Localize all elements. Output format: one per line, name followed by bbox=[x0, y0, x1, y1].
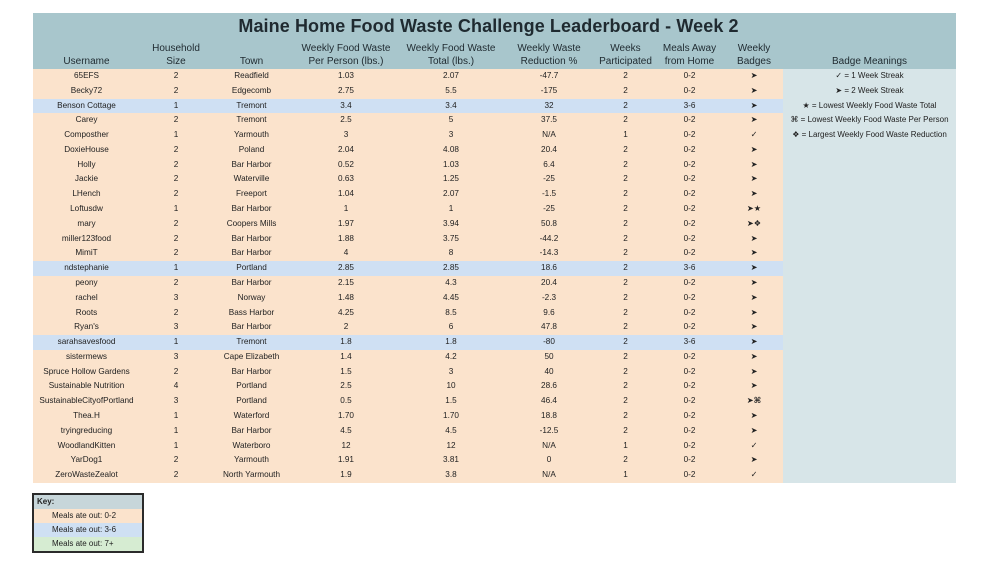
badges-cell: ➤ bbox=[725, 99, 783, 114]
town-cell: Tremont bbox=[212, 113, 291, 128]
total-cell: 1.25 bbox=[401, 172, 501, 187]
reduction-cell: 32 bbox=[501, 99, 597, 114]
username-cell: 65EFS bbox=[33, 69, 140, 84]
per-person-cell: 1.88 bbox=[291, 232, 401, 247]
town-cell: Waterville bbox=[212, 172, 291, 187]
household-size-cell: 2 bbox=[140, 69, 212, 84]
meals-away-cell: 0-2 bbox=[654, 128, 725, 143]
town-cell: Edgecomb bbox=[212, 84, 291, 99]
col-header-per-person: Weekly Food Waste Per Person (lbs.) bbox=[291, 39, 401, 69]
reduction-cell: 28.6 bbox=[501, 379, 597, 394]
badges-cell: ➤ bbox=[725, 261, 783, 276]
weeks-cell: 2 bbox=[597, 394, 654, 409]
meals-away-cell: 0-2 bbox=[654, 69, 725, 84]
household-size-cell: 3 bbox=[140, 350, 212, 365]
username-cell: Carey bbox=[33, 113, 140, 128]
page-title: Maine Home Food Waste Challenge Leaderboard - Week 2 bbox=[238, 15, 739, 36]
meals-away-cell: 0-2 bbox=[654, 217, 725, 232]
total-cell: 10 bbox=[401, 379, 501, 394]
household-size-cell: 1 bbox=[140, 409, 212, 424]
per-person-cell: 1.91 bbox=[291, 453, 401, 468]
weeks-cell: 2 bbox=[597, 99, 654, 114]
badges-cell: ➤ bbox=[725, 365, 783, 380]
per-person-cell: 1.03 bbox=[291, 69, 401, 84]
household-size-cell: 2 bbox=[140, 276, 212, 291]
reduction-cell: N/A bbox=[501, 468, 597, 483]
per-person-cell: 1.97 bbox=[291, 217, 401, 232]
username-cell: SustainableCityofPortland bbox=[33, 394, 140, 409]
weeks-cell: 2 bbox=[597, 232, 654, 247]
reduction-cell: 47.8 bbox=[501, 320, 597, 335]
meals-away-cell: 0-2 bbox=[654, 291, 725, 306]
total-cell: 3 bbox=[401, 365, 501, 380]
weeks-cell: 2 bbox=[597, 187, 654, 202]
weeks-cell: 2 bbox=[597, 172, 654, 187]
town-cell: Tremont bbox=[212, 99, 291, 114]
town-cell: Bar Harbor bbox=[212, 320, 291, 335]
weeks-cell: 2 bbox=[597, 424, 654, 439]
badges-cell: ➤ bbox=[725, 453, 783, 468]
username-cell: Thea.H bbox=[33, 409, 140, 424]
household-size-cell: 2 bbox=[140, 158, 212, 173]
per-person-cell: 1.4 bbox=[291, 350, 401, 365]
per-person-cell: 0.63 bbox=[291, 172, 401, 187]
reduction-cell: 46.4 bbox=[501, 394, 597, 409]
reduction-cell: -14.3 bbox=[501, 246, 597, 261]
total-cell: 1.03 bbox=[401, 158, 501, 173]
meals-away-cell: 0-2 bbox=[654, 202, 725, 217]
weeks-cell: 2 bbox=[597, 113, 654, 128]
household-size-cell: 1 bbox=[140, 128, 212, 143]
weeks-cell: 2 bbox=[597, 409, 654, 424]
total-cell: 4.5 bbox=[401, 424, 501, 439]
town-cell: Bar Harbor bbox=[212, 424, 291, 439]
total-cell: 8.5 bbox=[401, 306, 501, 321]
town-cell: Tremont bbox=[212, 335, 291, 350]
meals-away-cell: 0-2 bbox=[654, 187, 725, 202]
username-cell: Roots bbox=[33, 306, 140, 321]
per-person-cell: 4.25 bbox=[291, 306, 401, 321]
username-cell: Becky72 bbox=[33, 84, 140, 99]
username-cell: mary bbox=[33, 217, 140, 232]
town-cell: Bar Harbor bbox=[212, 365, 291, 380]
town-cell: Portland bbox=[212, 379, 291, 394]
weeks-cell: 1 bbox=[597, 439, 654, 454]
town-cell: Yarmouth bbox=[212, 453, 291, 468]
meals-away-cell: 0-2 bbox=[654, 143, 725, 158]
reduction-cell: 0 bbox=[501, 453, 597, 468]
reduction-cell: -25 bbox=[501, 172, 597, 187]
household-size-cell: 1 bbox=[140, 99, 212, 114]
town-cell: Coopers Mills bbox=[212, 217, 291, 232]
weeks-cell: 2 bbox=[597, 291, 654, 306]
town-cell: Waterboro bbox=[212, 439, 291, 454]
total-cell: 8 bbox=[401, 246, 501, 261]
weeks-cell: 2 bbox=[597, 84, 654, 99]
meals-key bbox=[32, 493, 144, 553]
per-person-cell: 1 bbox=[291, 202, 401, 217]
per-person-cell: 2.5 bbox=[291, 113, 401, 128]
total-cell: 2.07 bbox=[401, 187, 501, 202]
town-cell: Portland bbox=[212, 394, 291, 409]
reduction-cell: 40 bbox=[501, 365, 597, 380]
col-header-meals-away: Meals Away from Home bbox=[654, 39, 725, 69]
total-cell: 1 bbox=[401, 202, 501, 217]
per-person-cell: 12 bbox=[291, 439, 401, 454]
meals-away-cell: 0-2 bbox=[654, 276, 725, 291]
town-cell: Bar Harbor bbox=[212, 158, 291, 173]
town-cell: Poland bbox=[212, 143, 291, 158]
total-cell: 4.08 bbox=[401, 143, 501, 158]
col-header-town: Town bbox=[212, 39, 291, 69]
col-header-weeks: Weeks Participated bbox=[597, 39, 654, 69]
per-person-cell: 4 bbox=[291, 246, 401, 261]
household-size-cell: 2 bbox=[140, 84, 212, 99]
household-size-cell: 2 bbox=[140, 113, 212, 128]
household-size-cell: 1 bbox=[140, 439, 212, 454]
per-person-cell: 2.15 bbox=[291, 276, 401, 291]
total-cell: 3.94 bbox=[401, 217, 501, 232]
household-size-cell: 2 bbox=[140, 468, 212, 483]
username-cell: MimiT bbox=[33, 246, 140, 261]
total-cell: 4.45 bbox=[401, 291, 501, 306]
badges-cell: ➤ bbox=[725, 320, 783, 335]
leaderboard-table bbox=[33, 39, 956, 483]
col-header-username: Username bbox=[33, 39, 140, 69]
col-header-household-size: Household Size bbox=[140, 39, 212, 69]
title-bar bbox=[33, 13, 956, 39]
per-person-cell: 2.85 bbox=[291, 261, 401, 276]
weeks-cell: 2 bbox=[597, 217, 654, 232]
weeks-cell: 2 bbox=[597, 306, 654, 321]
household-size-cell: 2 bbox=[140, 217, 212, 232]
reduction-cell: N/A bbox=[501, 439, 597, 454]
badges-cell: ➤ bbox=[725, 409, 783, 424]
reduction-cell: 20.4 bbox=[501, 276, 597, 291]
badge-meaning-item: ★ = Lowest Weekly Food Waste Total bbox=[802, 100, 937, 110]
username-cell: Ryan's bbox=[33, 320, 140, 335]
total-cell: 5.5 bbox=[401, 84, 501, 99]
reduction-cell: -2.3 bbox=[501, 291, 597, 306]
town-cell: Freeport bbox=[212, 187, 291, 202]
weeks-cell: 2 bbox=[597, 246, 654, 261]
badges-cell: ➤ bbox=[725, 84, 783, 99]
username-cell: sistermews bbox=[33, 350, 140, 365]
reduction-cell: N/A bbox=[501, 128, 597, 143]
col-header-reduction: Weekly Waste Reduction % bbox=[501, 39, 597, 69]
badges-cell: ➤❖ bbox=[725, 217, 783, 232]
household-size-cell: 2 bbox=[140, 365, 212, 380]
total-cell: 4.3 bbox=[401, 276, 501, 291]
badges-cell: ➤ bbox=[725, 379, 783, 394]
badges-cell: ➤ bbox=[725, 291, 783, 306]
weeks-cell: 1 bbox=[597, 468, 654, 483]
key-item-meals-3-6: Meals ate out: 3-6 bbox=[34, 523, 142, 537]
badges-cell: ➤ bbox=[725, 158, 783, 173]
per-person-cell: 3.4 bbox=[291, 99, 401, 114]
per-person-cell: 1.8 bbox=[291, 335, 401, 350]
per-person-cell: 2.5 bbox=[291, 379, 401, 394]
town-cell: Waterford bbox=[212, 409, 291, 424]
total-cell: 1.70 bbox=[401, 409, 501, 424]
per-person-cell: 2.75 bbox=[291, 84, 401, 99]
household-size-cell: 1 bbox=[140, 335, 212, 350]
reduction-cell: -47.7 bbox=[501, 69, 597, 84]
reduction-cell: -175 bbox=[501, 84, 597, 99]
badges-cell: ✓ bbox=[725, 468, 783, 483]
per-person-cell: 1.9 bbox=[291, 468, 401, 483]
household-size-cell: 2 bbox=[140, 232, 212, 247]
username-cell: miller123food bbox=[33, 232, 140, 247]
username-cell: Sustainable Nutrition bbox=[33, 379, 140, 394]
badge-meanings-title: Badge Meanings bbox=[783, 39, 956, 69]
col-header-total: Weekly Food Waste Total (lbs.) bbox=[401, 39, 501, 69]
weeks-cell: 2 bbox=[597, 69, 654, 84]
key-item-meals-7-plus: Meals ate out: 7+ bbox=[34, 537, 142, 551]
total-cell: 5 bbox=[401, 113, 501, 128]
badges-cell: ➤ bbox=[725, 172, 783, 187]
per-person-cell: 2.04 bbox=[291, 143, 401, 158]
reduction-cell: -1.5 bbox=[501, 187, 597, 202]
badges-cell: ➤ bbox=[725, 143, 783, 158]
per-person-cell: 2 bbox=[291, 320, 401, 335]
username-cell: WoodlandKitten bbox=[33, 439, 140, 454]
meals-away-cell: 0-2 bbox=[654, 158, 725, 173]
key-item-meals-0-2: Meals ate out: 0-2 bbox=[34, 509, 142, 523]
household-size-cell: 1 bbox=[140, 261, 212, 276]
meals-away-cell: 0-2 bbox=[654, 232, 725, 247]
meals-away-cell: 0-2 bbox=[654, 468, 725, 483]
household-size-cell: 3 bbox=[140, 320, 212, 335]
badges-cell: ➤ bbox=[725, 232, 783, 247]
per-person-cell: 0.5 bbox=[291, 394, 401, 409]
town-cell: Bass Harbor bbox=[212, 306, 291, 321]
household-size-cell: 2 bbox=[140, 306, 212, 321]
household-size-cell: 1 bbox=[140, 424, 212, 439]
badge-meaning-item: ❖ = Largest Weekly Food Waste Reduction bbox=[792, 130, 947, 140]
badges-cell: ➤ bbox=[725, 246, 783, 261]
household-size-cell: 1 bbox=[140, 202, 212, 217]
key-title: Key: bbox=[34, 495, 142, 509]
town-cell: North Yarmouth bbox=[212, 468, 291, 483]
reduction-cell: -25 bbox=[501, 202, 597, 217]
reduction-cell: 50.8 bbox=[501, 217, 597, 232]
username-cell: LHench bbox=[33, 187, 140, 202]
town-cell: Readfield bbox=[212, 69, 291, 84]
meals-away-cell: 0-2 bbox=[654, 439, 725, 454]
weeks-cell: 2 bbox=[597, 143, 654, 158]
username-cell: Spruce Hollow Gardens bbox=[33, 365, 140, 380]
town-cell: Bar Harbor bbox=[212, 232, 291, 247]
household-size-cell: 3 bbox=[140, 394, 212, 409]
username-cell: Benson Cottage bbox=[33, 99, 140, 114]
meals-away-cell: 0-2 bbox=[654, 350, 725, 365]
total-cell: 2.07 bbox=[401, 69, 501, 84]
badges-cell: ➤ bbox=[725, 113, 783, 128]
reduction-cell: -12.5 bbox=[501, 424, 597, 439]
per-person-cell: 1.48 bbox=[291, 291, 401, 306]
weeks-cell: 1 bbox=[597, 128, 654, 143]
total-cell: 3.75 bbox=[401, 232, 501, 247]
meals-away-cell: 0-2 bbox=[654, 320, 725, 335]
town-cell: Bar Harbor bbox=[212, 276, 291, 291]
total-cell: 3.4 bbox=[401, 99, 501, 114]
total-cell: 3.8 bbox=[401, 468, 501, 483]
total-cell: 6 bbox=[401, 320, 501, 335]
leaderboard-sheet bbox=[33, 13, 956, 483]
badges-cell: ➤ bbox=[725, 276, 783, 291]
badge-meaning-item: ➤ = 2 Week Streak bbox=[835, 85, 904, 95]
total-cell: 1.5 bbox=[401, 394, 501, 409]
household-size-cell: 4 bbox=[140, 379, 212, 394]
household-size-cell: 2 bbox=[140, 143, 212, 158]
meals-away-cell: 0-2 bbox=[654, 246, 725, 261]
reduction-cell: 18.6 bbox=[501, 261, 597, 276]
per-person-cell: 3 bbox=[291, 128, 401, 143]
town-cell: Bar Harbor bbox=[212, 202, 291, 217]
meals-away-cell: 3-6 bbox=[654, 335, 725, 350]
town-cell: Bar Harbor bbox=[212, 246, 291, 261]
username-cell: sarahsavesfood bbox=[33, 335, 140, 350]
meals-away-cell: 3-6 bbox=[654, 99, 725, 114]
meals-away-cell: 0-2 bbox=[654, 424, 725, 439]
total-cell: 3 bbox=[401, 128, 501, 143]
meals-away-cell: 0-2 bbox=[654, 113, 725, 128]
badges-cell: ➤ bbox=[725, 187, 783, 202]
weeks-cell: 2 bbox=[597, 276, 654, 291]
reduction-cell: 37.5 bbox=[501, 113, 597, 128]
total-cell: 3.81 bbox=[401, 453, 501, 468]
household-size-cell: 3 bbox=[140, 291, 212, 306]
per-person-cell: 1.5 bbox=[291, 365, 401, 380]
badges-cell: ➤ bbox=[725, 350, 783, 365]
col-header-badges: Weekly Badges bbox=[725, 39, 783, 69]
badge-meaning-item: ⌘ = Lowest Weekly Food Waste Per Person bbox=[790, 115, 949, 125]
meals-away-cell: 0-2 bbox=[654, 394, 725, 409]
reduction-cell: -44.2 bbox=[501, 232, 597, 247]
weeks-cell: 2 bbox=[597, 453, 654, 468]
reduction-cell: 6.4 bbox=[501, 158, 597, 173]
meals-away-cell: 0-2 bbox=[654, 84, 725, 99]
per-person-cell: 1.04 bbox=[291, 187, 401, 202]
table-row bbox=[33, 69, 956, 84]
meals-away-cell: 0-2 bbox=[654, 409, 725, 424]
username-cell: tryingreducing bbox=[33, 424, 140, 439]
username-cell: Composther bbox=[33, 128, 140, 143]
meals-away-cell: 0-2 bbox=[654, 453, 725, 468]
weeks-cell: 2 bbox=[597, 202, 654, 217]
total-cell: 12 bbox=[401, 439, 501, 454]
meals-away-cell: 0-2 bbox=[654, 306, 725, 321]
total-cell: 4.2 bbox=[401, 350, 501, 365]
total-cell: 1.8 bbox=[401, 335, 501, 350]
badges-cell: ➤ bbox=[725, 306, 783, 321]
username-cell: ndstephanie bbox=[33, 261, 140, 276]
username-cell: Loftusdw bbox=[33, 202, 140, 217]
username-cell: Jackie bbox=[33, 172, 140, 187]
reduction-cell: 9.6 bbox=[501, 306, 597, 321]
weeks-cell: 2 bbox=[597, 365, 654, 380]
weeks-cell: 2 bbox=[597, 335, 654, 350]
meals-away-cell: 0-2 bbox=[654, 172, 725, 187]
username-cell: DoxieHouse bbox=[33, 143, 140, 158]
header-row bbox=[33, 39, 956, 69]
badges-cell: ✓ bbox=[725, 128, 783, 143]
badges-cell: ➤ bbox=[725, 424, 783, 439]
badges-cell: ➤ bbox=[725, 69, 783, 84]
household-size-cell: 2 bbox=[140, 187, 212, 202]
badges-cell: ➤★ bbox=[725, 202, 783, 217]
weeks-cell: 2 bbox=[597, 350, 654, 365]
badges-cell: ➤⌘ bbox=[725, 394, 783, 409]
weeks-cell: 2 bbox=[597, 158, 654, 173]
per-person-cell: 0.52 bbox=[291, 158, 401, 173]
town-cell: Yarmouth bbox=[212, 128, 291, 143]
reduction-cell: 20.4 bbox=[501, 143, 597, 158]
weeks-cell: 2 bbox=[597, 320, 654, 335]
badges-cell: ➤ bbox=[725, 335, 783, 350]
badges-cell: ✓ bbox=[725, 439, 783, 454]
town-cell: Portland bbox=[212, 261, 291, 276]
household-size-cell: 2 bbox=[140, 453, 212, 468]
town-cell: Norway bbox=[212, 291, 291, 306]
username-cell: rachel bbox=[33, 291, 140, 306]
reduction-cell: 18.8 bbox=[501, 409, 597, 424]
household-size-cell: 2 bbox=[140, 172, 212, 187]
username-cell: ZeroWasteZealot bbox=[33, 468, 140, 483]
username-cell: peony bbox=[33, 276, 140, 291]
weeks-cell: 2 bbox=[597, 261, 654, 276]
per-person-cell: 4.5 bbox=[291, 424, 401, 439]
meals-away-cell: 0-2 bbox=[654, 379, 725, 394]
per-person-cell: 1.70 bbox=[291, 409, 401, 424]
meals-away-cell: 0-2 bbox=[654, 365, 725, 380]
username-cell: YarDog1 bbox=[33, 453, 140, 468]
badge-meaning-item: ✓ = 1 Week Streak bbox=[835, 71, 904, 80]
total-cell: 2.85 bbox=[401, 261, 501, 276]
badge-meanings-panel bbox=[783, 69, 956, 483]
reduction-cell: -80 bbox=[501, 335, 597, 350]
weeks-cell: 2 bbox=[597, 379, 654, 394]
username-cell: Holly bbox=[33, 158, 140, 173]
town-cell: Cape Elizabeth bbox=[212, 350, 291, 365]
reduction-cell: 50 bbox=[501, 350, 597, 365]
meals-away-cell: 3-6 bbox=[654, 261, 725, 276]
household-size-cell: 2 bbox=[140, 246, 212, 261]
